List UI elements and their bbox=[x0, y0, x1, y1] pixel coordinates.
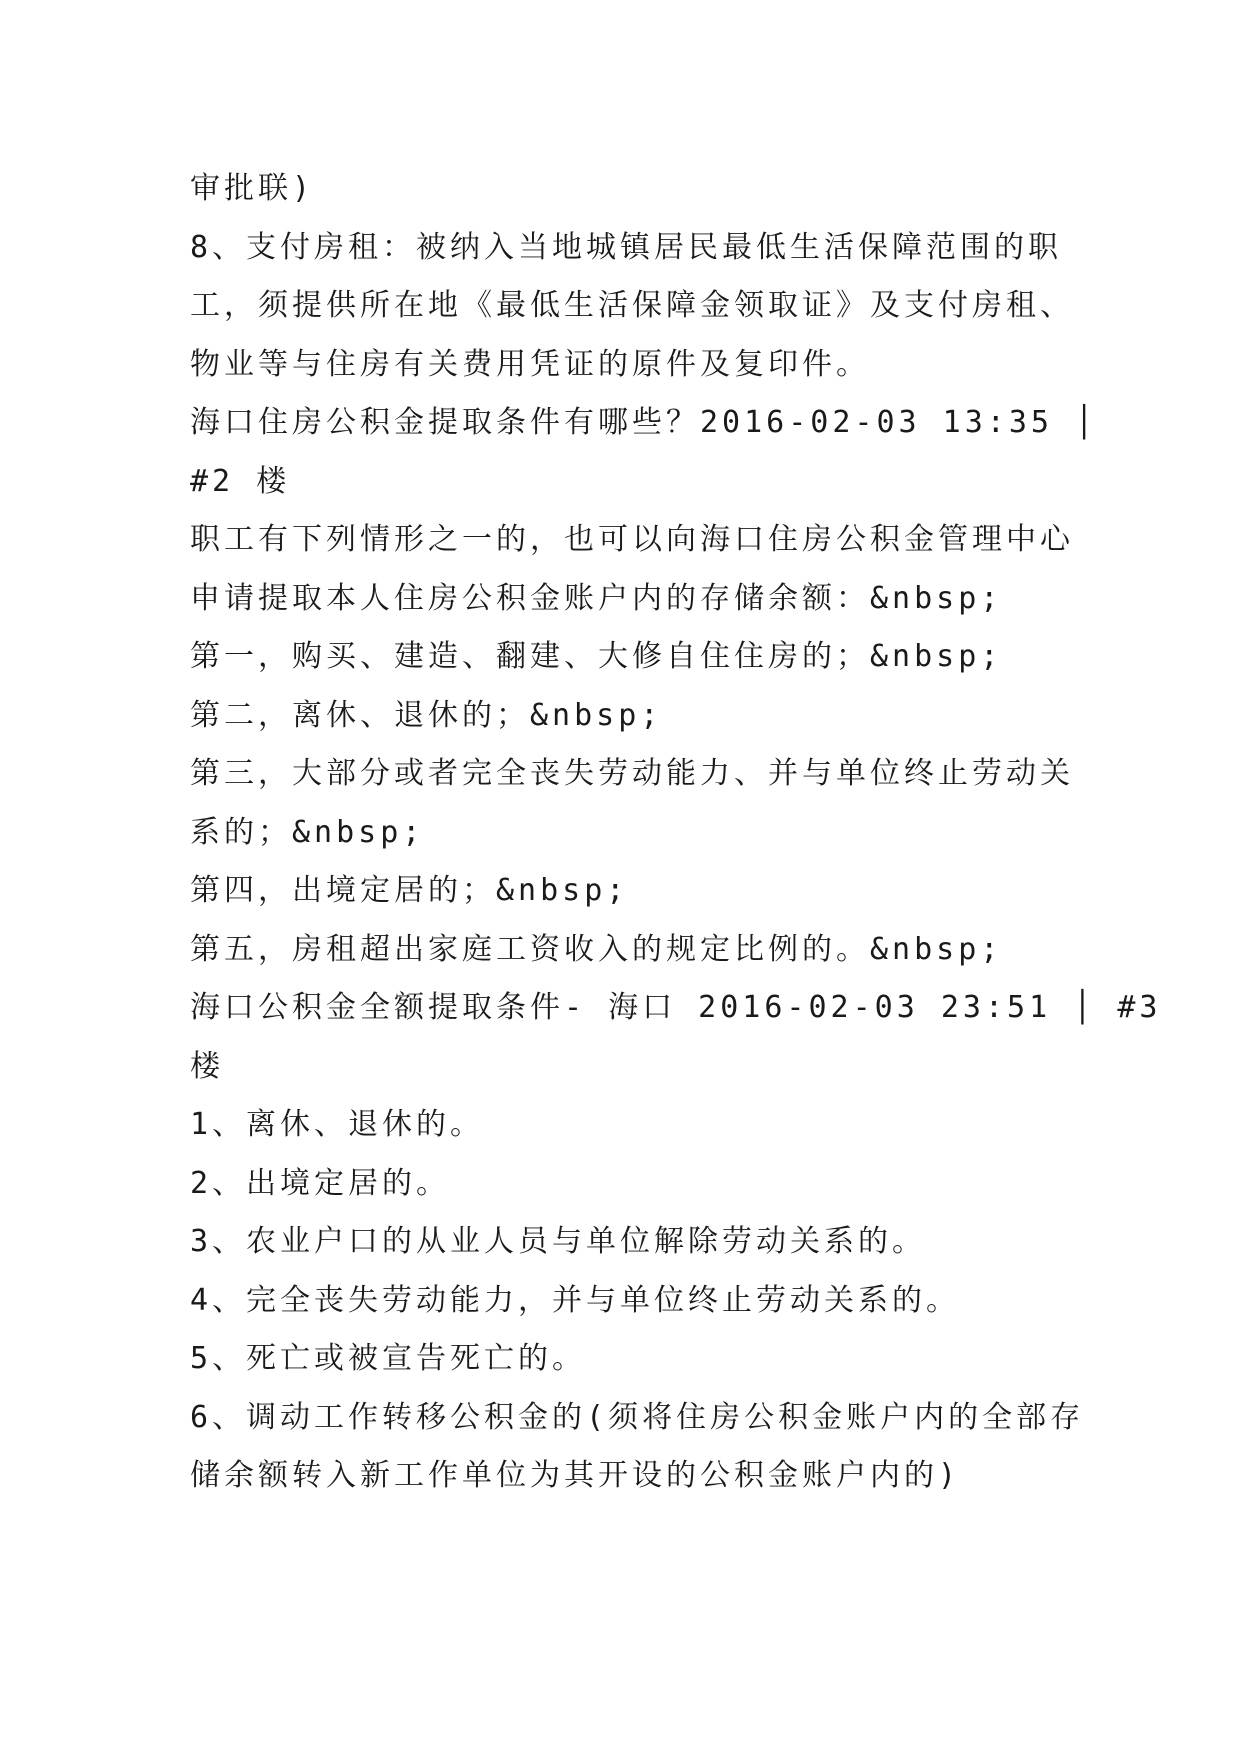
text-line: 第四，出境定居的；&nbsp; bbox=[190, 873, 629, 908]
text-line: 申请提取本人住房公积金账户内的存储余额：&nbsp; bbox=[190, 580, 1003, 616]
text-line: 工，须提供所在地《最低生活保障金领取证》及支付房租、 bbox=[190, 288, 1074, 323]
section-heading-line: #2 楼 bbox=[190, 463, 291, 499]
text-line: 第二，离休、退休的；&nbsp; bbox=[190, 697, 663, 733]
text-line: 第一，购买、建造、翻建、大修自住住房的；&nbsp; bbox=[190, 639, 1003, 674]
section-heading-line: 海口住房公积金提取条件有哪些？2016-02-03 13:35 │ bbox=[190, 405, 1098, 440]
text-line: 储余额转入新工作单位为其开设的公积金账户内的) bbox=[190, 1458, 961, 1493]
text-line: 1、离休、退休的。 bbox=[190, 1107, 485, 1142]
text-line: 8、支付房租：被纳入当地城镇居民最低生活保障范围的职 bbox=[190, 229, 1063, 265]
text-line: 职工有下列情形之一的，也可以向海口住房公积金管理中心 bbox=[190, 522, 1074, 557]
text-line: 系的；&nbsp; bbox=[190, 814, 425, 850]
section-heading-line: 楼 bbox=[190, 1048, 224, 1084]
text-line: 物业等与住房有关费用凭证的原件及复印件。 bbox=[190, 346, 870, 382]
text-line: 2、出境定居的。 bbox=[190, 1165, 451, 1201]
text-line: 4、完全丧失劳动能力，并与单位终止劳动关系的。 bbox=[190, 1282, 961, 1318]
text-line: 第五，房租超出家庭工资收入的规定比例的。&nbsp; bbox=[190, 931, 1003, 967]
section-heading-line: 海口公积金全额提取条件- 海口 2016-02-03 23:51 │ #3 bbox=[190, 990, 1162, 1025]
text-line: 5、死亡或被宣告死亡的。 bbox=[190, 1341, 587, 1376]
text-line: 3、农业户口的从业人员与单位解除劳动关系的。 bbox=[190, 1224, 927, 1259]
text-line: 6、调动工作转移公积金的(须将住房公积金账户内的全部存 bbox=[190, 1399, 1085, 1435]
document-body bbox=[190, 160, 1162, 1506]
text-line: 第三，大部分或者完全丧失劳动能力、并与单位终止劳动关 bbox=[190, 756, 1074, 791]
text-line: 审批联) bbox=[190, 171, 315, 206]
